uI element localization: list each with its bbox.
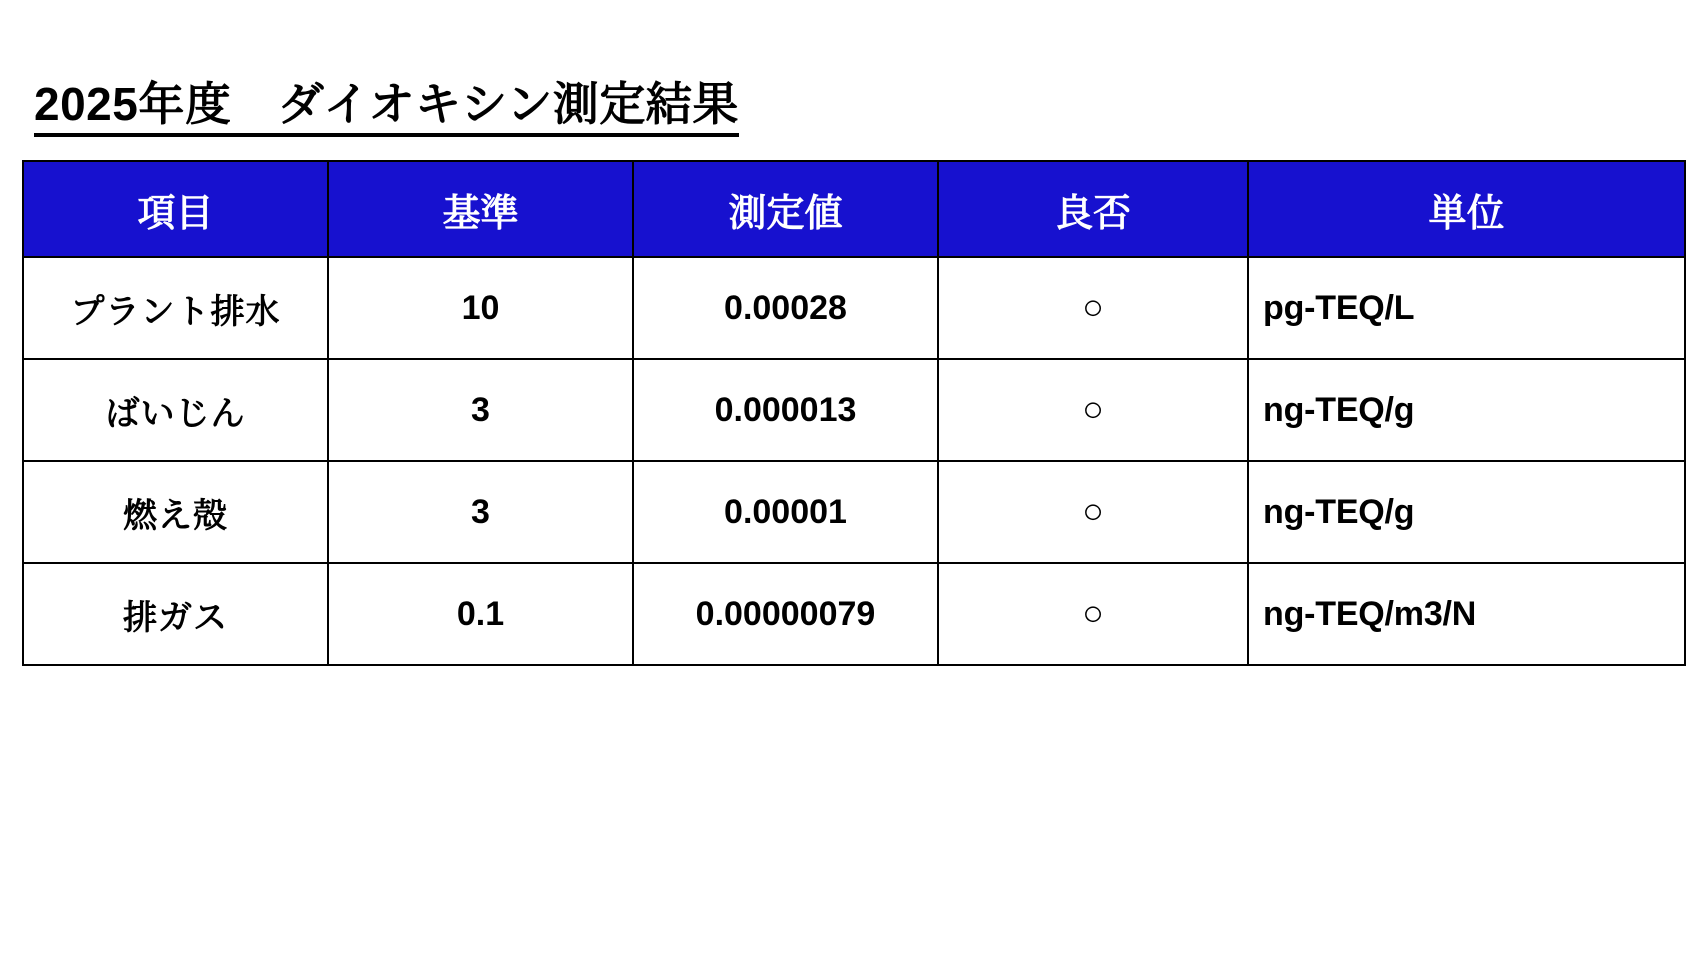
cell-judgement [938, 461, 1248, 563]
cell-measured: 0.00001 [633, 461, 938, 563]
judgement-pass-icon: ○ [1082, 387, 1104, 429]
table-row [23, 461, 1685, 563]
cell-item: 排ガス [23, 563, 328, 665]
column-header-measured: 測定値 [633, 161, 938, 257]
table-row [23, 257, 1685, 359]
cell-standard: 10 [328, 257, 633, 359]
cell-item: 燃え殻 [23, 461, 328, 563]
judgement-pass-icon: ○ [1082, 489, 1104, 531]
cell-item: ばいじん [23, 359, 328, 461]
cell-unit: ng-TEQ/g [1248, 461, 1685, 563]
cell-measured: 0.00028 [633, 257, 938, 359]
page-title: 2025年度 ダイオキシン測定結果 [34, 78, 739, 137]
cell-measured: 0.00000079 [633, 563, 938, 665]
cell-standard: 0.1 [328, 563, 633, 665]
column-header-standard: 基準 [328, 161, 633, 257]
judgement-pass-icon: ○ [1082, 285, 1104, 327]
column-header-item: 項目 [23, 161, 328, 257]
table-row [23, 563, 1685, 665]
cell-judgement [938, 359, 1248, 461]
table-header-row [23, 161, 1685, 257]
cell-judgement [938, 257, 1248, 359]
cell-standard: 3 [328, 359, 633, 461]
column-header-judgement: 良否 [938, 161, 1248, 257]
cell-item: プラント排水 [23, 257, 328, 359]
judgement-pass-icon: ○ [1082, 591, 1104, 633]
cell-unit: ng-TEQ/g [1248, 359, 1685, 461]
measurement-results-table [22, 160, 1686, 666]
cell-unit: ng-TEQ/m3/N [1248, 563, 1685, 665]
cell-standard: 3 [328, 461, 633, 563]
cell-measured: 0.000013 [633, 359, 938, 461]
table-row [23, 359, 1685, 461]
cell-unit: pg-TEQ/L [1248, 257, 1685, 359]
cell-judgement [938, 563, 1248, 665]
column-header-unit: 単位 [1248, 161, 1685, 257]
